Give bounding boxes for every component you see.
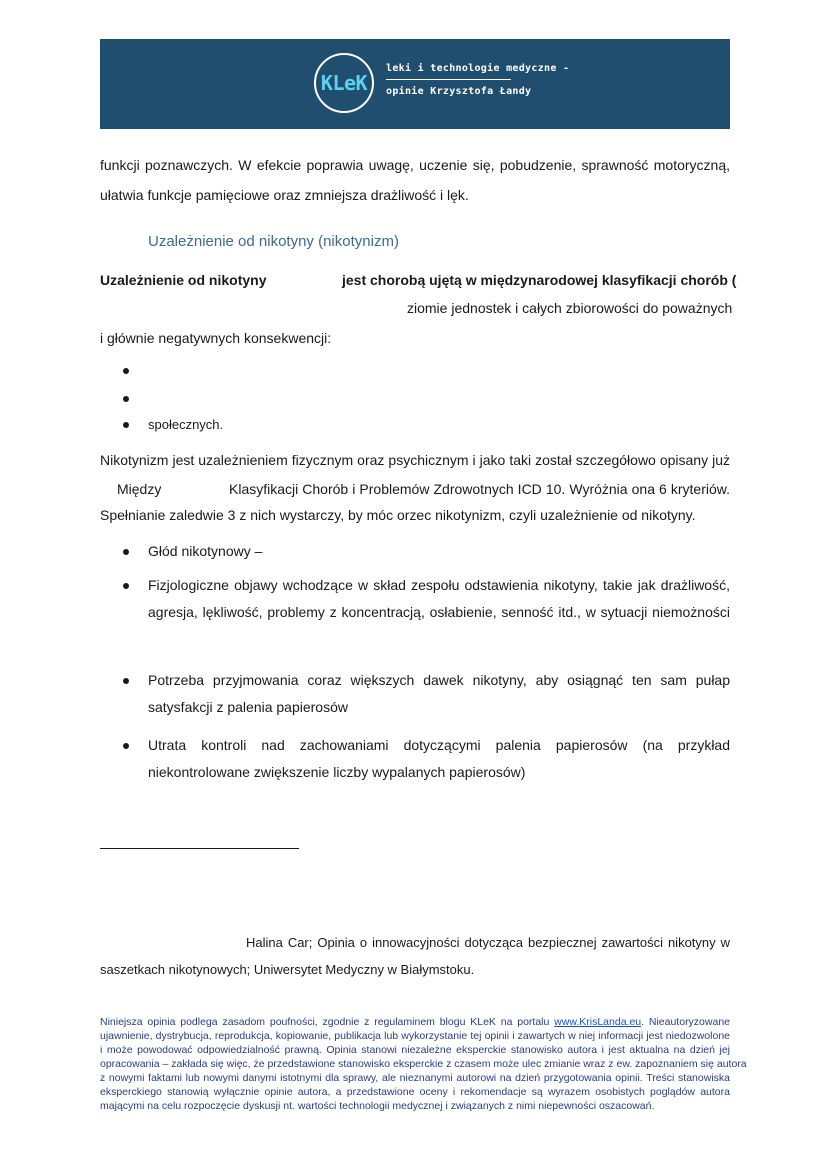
logo-tagline-2: opinie Krzysztofa Łandy <box>386 86 532 97</box>
bullet-marker <box>123 583 129 589</box>
bullet-marker <box>123 368 129 374</box>
disclaimer-line-3: i może powodować odpowiedzialność prawną. Opinia stanowi niezależne eksperckie stanowisko autora i jest aktualna na dzień jej <box>100 1044 730 1056</box>
paragraph-3-line-2-end: Klasyfikacji Chorób i Problemów Zdrowotnych ICD 10. Wyróżnia ona 6 kryteriów. <box>229 481 730 497</box>
krislanda-link[interactable]: www.KrisLanda.eu <box>554 1016 642 1028</box>
paragraph-2-bold-definition: jest chorobą ujętą w międzynarodowej klasyfikacji chorób ( <box>342 272 737 288</box>
footnote-divider <box>100 848 299 849</box>
paragraph-3-line-1: Nikotynizm jest uzależnieniem fizycznym oraz psychicznym i jako taki został szczegółowo opisany już <box>100 452 730 468</box>
criterion-4-line-1: Utrata kontroli nad zachowaniami dotyczącymi palenia papierosów (na przykład <box>148 737 730 753</box>
bullet-marker <box>123 422 129 428</box>
bullet-marker <box>123 396 129 402</box>
disclaimer-line-2: ujawnienie, dystrybucja, reprodukcja, kopiowanie, publikacja lub wykorzystanie tej opinii i zawartych w niej informacji jest niedozwolone <box>100 1030 730 1042</box>
criterion-2-line-2: agresja, lękliwość, problemy z koncentracją, osłabienie, senność itd., w sytuacji niemożności <box>148 604 730 620</box>
footnote-line-2: saszetkach nikotynowych; Uniwersytet Medyczny w Białymstoku. <box>100 962 475 977</box>
criterion-3-line-2: satysfakcji z palenia papierosów <box>148 699 348 715</box>
paragraph-2-line-3: i głównie negatywnych konsekwencji: <box>100 330 332 346</box>
logo-divider <box>386 79 511 80</box>
paragraph-2-line-2: ziomie jednostek i całych zbiorowości do poważnych <box>407 300 733 316</box>
criterion-1: Głód nikotynowy – <box>148 543 263 559</box>
bullet-marker <box>123 743 129 749</box>
footnote-line-1: Halina Car; Opinia o innowacyjności dotycząca bezpiecznej zawartości nikotyny w <box>246 935 730 950</box>
criterion-4-line-2: niekontrolowane zwiększenie liczby wypalanych papierosów) <box>148 764 526 780</box>
paragraph-2-bold-term: Uzależnienie od nikotyny <box>100 272 267 288</box>
paragraph-1-line-1: funkcji poznawczych. W efekcie poprawia uwagę, uczenie się, pobudzenie, sprawność motoryczną, <box>100 157 730 173</box>
paragraph-3-line-3: Spełnianie zaledwie 3 z nich wystarczy, by móc orzec nikotynizm, czyli uzależnienie od nikotyny. <box>100 507 696 523</box>
paragraph-1-line-2: ułatwia funkcje pamięciowe oraz zmniejsza drażliwość i lęk. <box>100 187 469 203</box>
disclaimer-line-6: eksperckiego stanowią wyłącznie opinie autora, a przedstawione oceny i rekomendacje są wyrazem osobistych poglądów autora <box>100 1086 730 1098</box>
disclaimer-line-7: mającymi na celu rozpoczęcie dyskusji nt. wartości technologii medycznej i związanych z nimi niepewności oszacowań. <box>100 1100 655 1112</box>
paragraph-3-line-2-start: Między <box>117 481 162 497</box>
disclaimer-line-1: Niniejsza opinia podlega zasadom poufności, zgodnie z regulaminem blogu KLeK na portalu www.KrisLanda.eu. Nieautoryzowane <box>100 1016 731 1028</box>
disclaimer-line-4: opracowania – zakłada się więc, że przedstawione stanowisko eksperckie z czasem może ulec zmianie wraz z ew. zapoznaniem się autora <box>100 1058 747 1070</box>
section-heading: Uzależnienie od nikotyny (nikotynizm) <box>148 233 399 250</box>
logo-tagline-1: leki i technologie medyczne - <box>386 63 570 74</box>
header-banner <box>100 39 730 129</box>
bullet-marker <box>123 549 129 555</box>
bullet-marker <box>123 678 129 684</box>
criterion-2-line-1: Fizjologiczne objawy wchodzące w skład zespołu odstawienia nikotyny, takie jak drażliwość, <box>148 577 730 593</box>
disclaimer-line-5: z nowymi faktami lub nowymi danymi istotnymi dla sprawy, ale nieznanymi autorowi na dzień przygotowania opinii. Treści stanowiska <box>100 1072 730 1084</box>
klek-logo: KLeK <box>314 53 374 113</box>
criterion-3-line-1: Potrzeba przyjmowania coraz większych dawek nikotyny, aby osiągnąć ten sam pułap <box>148 672 730 688</box>
short-list-item-3: społecznych. <box>148 417 224 432</box>
